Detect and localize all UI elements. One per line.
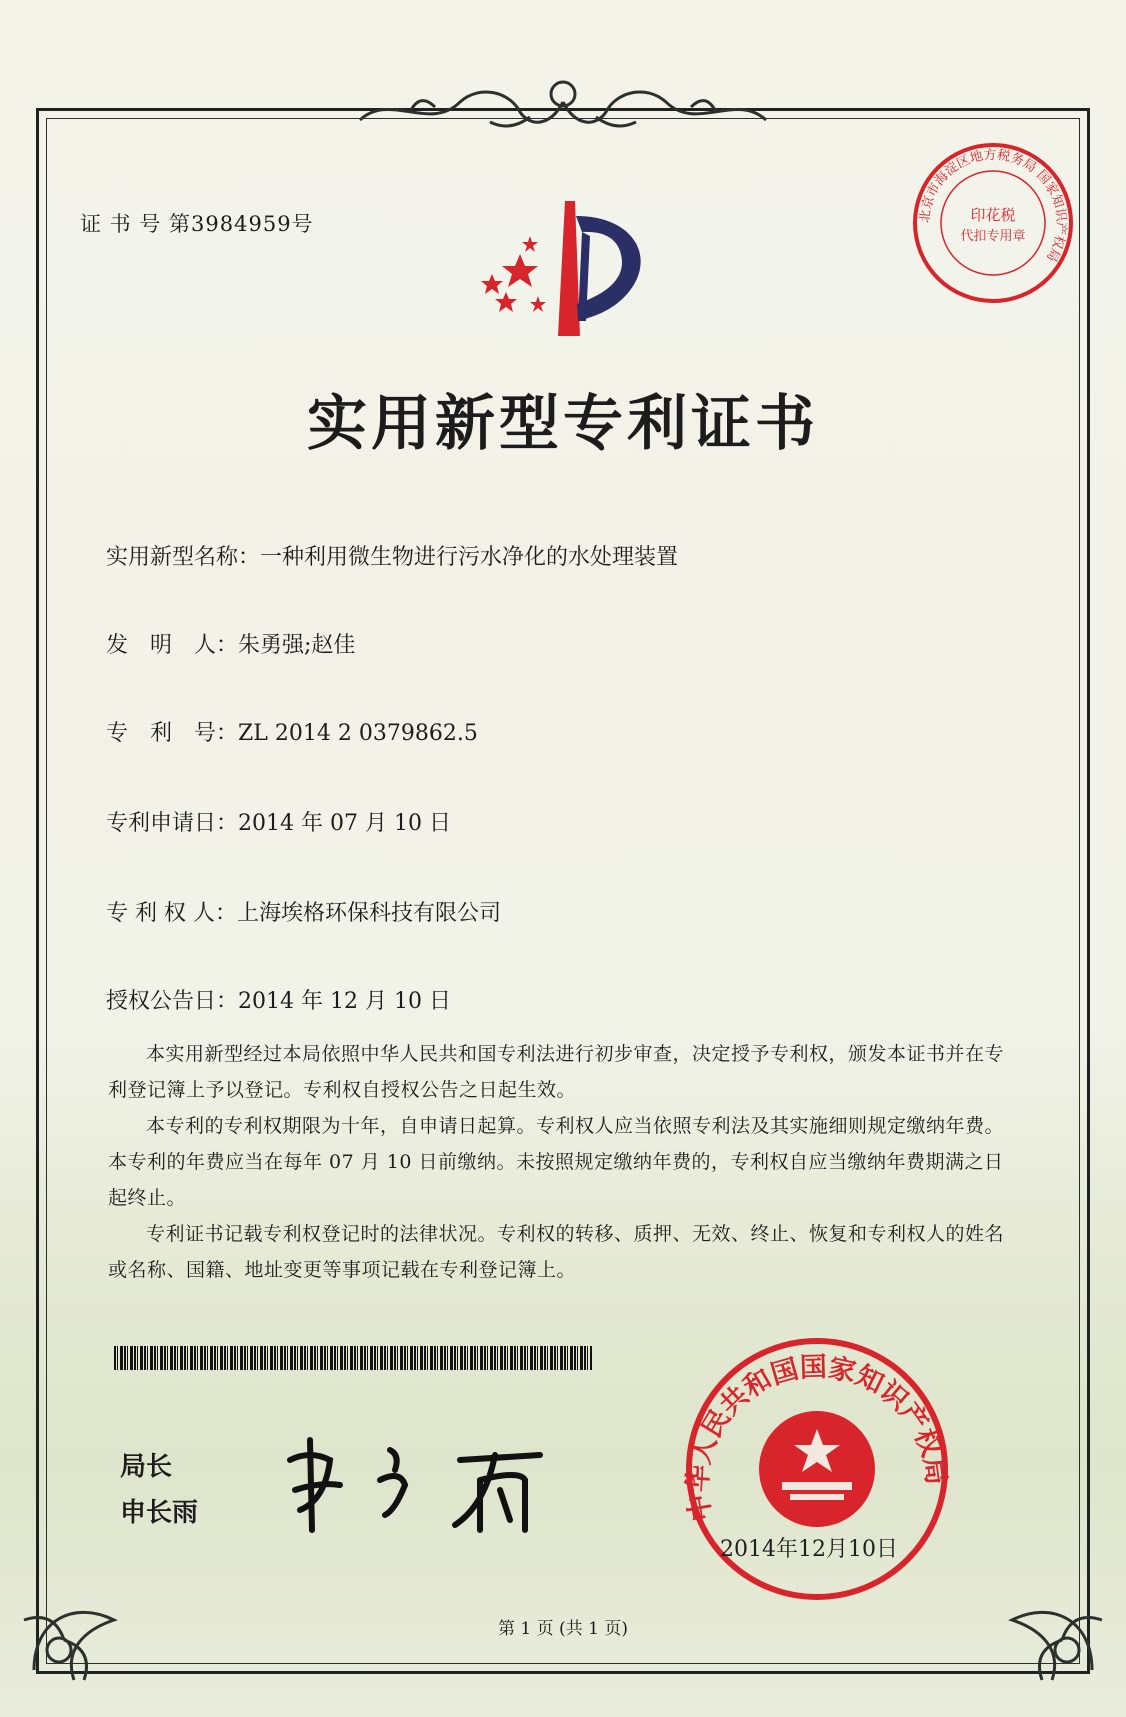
cnipa-seal (682, 1334, 952, 1604)
field-value: ZL 2014 2 0379862.5 (238, 721, 478, 746)
tax-seal-ring-text: 北京市海淀区地方税务局 国家知识产权局 (917, 147, 1069, 264)
top-ornament (350, 72, 776, 142)
tax-seal-line1: 印花税 (970, 206, 1016, 224)
page-footer: 第 1 页 (共 1 页) (498, 1619, 628, 1639)
field-application-date (106, 806, 451, 837)
field-label: 专利申请日： (106, 811, 239, 836)
field-value: 朱勇强;赵佳 (238, 633, 356, 658)
document-title: 实用新型专利证书 (307, 389, 819, 459)
director-title: 局长 (120, 1452, 173, 1482)
field-label: 发 明 人： (106, 633, 239, 658)
cnipa-seal-ring-text: 中华人民共和国国家知识产权局 (682, 1351, 952, 1524)
field-value: 一种利用微生物进行污水净化的水处理装置 (260, 545, 679, 570)
field-value: 2014 年 12 月 10 日 (238, 989, 451, 1014)
seal-date: 2014年12月10日 (720, 1537, 898, 1562)
field-model-name (106, 540, 678, 571)
director-signature (280, 1420, 600, 1550)
field-patentee (106, 896, 501, 927)
director-name: 申长雨 (120, 1498, 199, 1528)
tax-seal-line2: 代扣专用章 (960, 229, 1026, 244)
statement-paragraph: 本专利的专利权期限为十年，自申请日起算。专利权人应当依照专利法及其实施细则规定缴纳年费。本专利的年费应当在每年 07 月 10 日前缴纳。未按照规定缴纳年费的，专利权自应当缴纳年费期满之日起终止。 (108, 1115, 1005, 1209)
field-label: 专 利 权 人： (106, 901, 237, 926)
statement-text (108, 1036, 1008, 1288)
barcode (114, 1346, 592, 1370)
field-label: 专 利 号： (106, 721, 239, 746)
field-grant-date (106, 984, 451, 1015)
statement-paragraph: 本实用新型经过本局依照中华人民共和国专利法进行初步审查，决定授予专利权，颁发本证书并在专利登记簿上予以登记。专利权自授权公告之日起生效。 (108, 1043, 1005, 1101)
field-label: 授权公告日： (106, 989, 239, 1014)
cnipa-logo (470, 196, 670, 346)
field-inventor (106, 628, 355, 659)
field-patent-number (106, 716, 478, 747)
field-label: 实用新型名称： (106, 545, 261, 570)
tax-seal (910, 140, 1076, 306)
field-value: 2014 年 07 月 10 日 (238, 811, 451, 836)
field-value: 上海埃格环保科技有限公司 (236, 901, 501, 926)
statement-paragraph: 专利证书记载专利权登记时的法律状况。专利权的转移、质押、无效、终止、恢复和专利权人的姓名或名称、国籍、地址变更等事项记载在专利登记簿上。 (108, 1223, 1005, 1281)
certificate-number: 证 书 号 第3984959号 (80, 212, 314, 236)
